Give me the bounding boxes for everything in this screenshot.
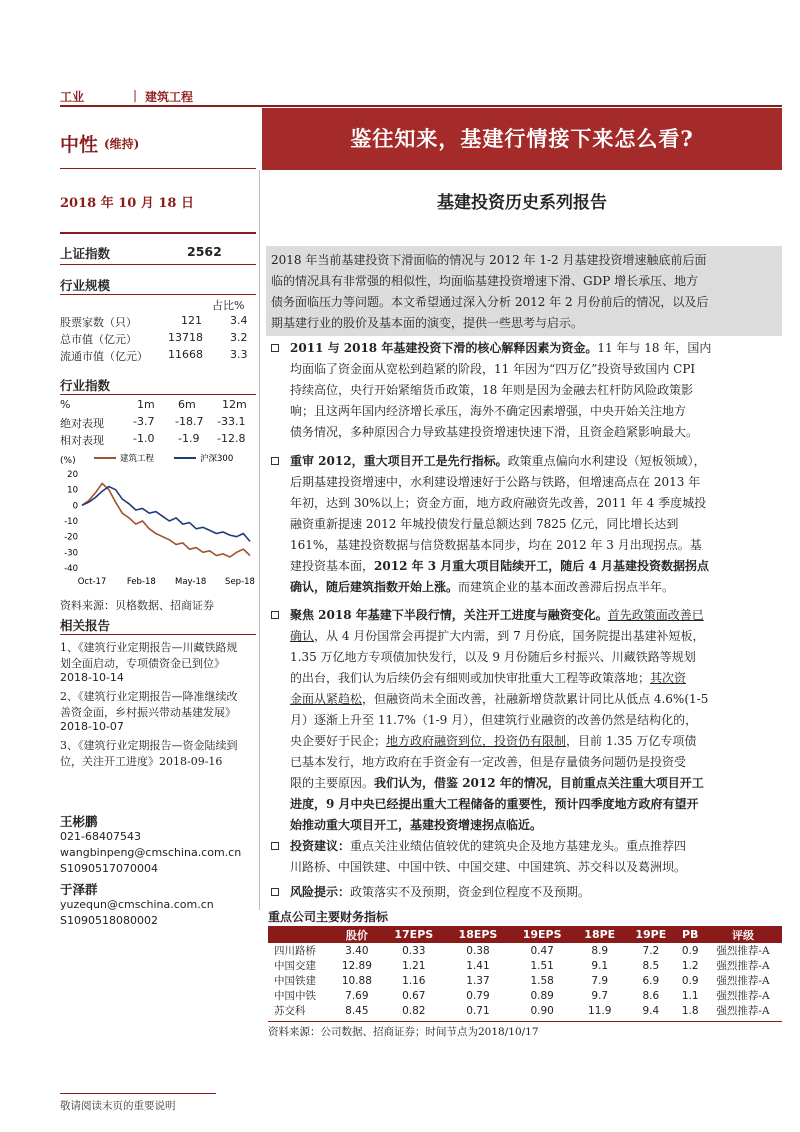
bullet-paragraph — [290, 339, 711, 356]
bullet-line: 响；且这两年国内经济增长承压，海外不确定因素增强，中央开始关注地方 — [290, 404, 687, 418]
bullet-underline: 地方政府融资到位，投资仍有限制 — [386, 734, 567, 748]
bullet-line: 川路桥、中国铁建、中国中铁、中国交建、中国建筑、苏交科以及葛洲坝。 — [290, 860, 687, 874]
report-subtitle: 基建投资历史系列报告 — [437, 193, 607, 213]
rating-note: (维持) — [104, 137, 140, 151]
table-cell: 1.8 — [681, 1004, 699, 1017]
bullet-line — [290, 578, 674, 595]
table-cell: 1.58 — [530, 974, 554, 987]
bullet-lead: 风险提示： — [290, 885, 351, 899]
financial-table — [268, 926, 782, 1018]
divider — [60, 394, 256, 395]
bullet-line — [290, 690, 708, 707]
bullet-text: ，但融资尚未全面改善，社融新增贷款累计同比从低点 4.6%(1-5 — [362, 692, 709, 706]
bullet-bold-text: 我们认为，借鉴 2012 年的情况，目前重点关注重大项目开工 — [374, 776, 704, 790]
table-cell: 12.89 — [341, 959, 372, 972]
table-cell: 7.9 — [591, 974, 609, 987]
scale-row-pct: 3.4 — [230, 314, 248, 327]
y-tick-label: -40 — [64, 564, 78, 574]
y-tick-label: 0 — [72, 501, 78, 512]
bullet-icon — [271, 842, 279, 850]
analyst-name: 于泽群 — [60, 882, 98, 897]
perf-row-6m: -1.9 — [178, 432, 200, 445]
perf-head: 6m — [178, 398, 196, 411]
bullet-line: 持续高位，央行开始紧缩货币政策，18 年则是因为金融去杠杆防风险政策影 — [290, 383, 694, 397]
table-cell: 强烈推荐-A — [716, 975, 770, 987]
table-cell: 0.9 — [681, 944, 699, 957]
table-cell: 强烈推荐-A — [716, 945, 770, 957]
table-cell: 强烈推荐-A — [716, 1005, 770, 1017]
table-cell: 1.37 — [466, 974, 490, 987]
column-divider — [259, 170, 260, 910]
table-header-cell: 18PE — [574, 926, 625, 943]
table-header-cell: 评级 — [704, 926, 782, 943]
x-tick-label: Feb-18 — [126, 577, 156, 587]
index-label: 上证指数 — [60, 246, 111, 261]
chart-source: 资料来源：贝格数据、招商证券 — [60, 599, 214, 612]
report-date: 2018 年 10 月 18 日 — [60, 196, 194, 211]
divider — [60, 264, 256, 265]
related-title: 相关报告 — [60, 618, 111, 633]
table-cell: 0.71 — [466, 1004, 490, 1017]
scale-row-value: 13718 — [168, 331, 203, 344]
bullet-line: 1.35 万亿地方专项债加快发行，以及 9 月份随后乡村振兴、川藏铁路等规划 — [290, 650, 696, 664]
x-tick-label: May-18 — [175, 577, 207, 587]
bullet-icon — [271, 888, 279, 896]
analyst-phone: 021-68407543 — [60, 830, 141, 843]
table-cell: 0.47 — [530, 944, 554, 957]
related-item-date: 2018-10-14 — [60, 671, 124, 684]
divider — [60, 232, 256, 234]
perf-row-name: 相对表现 — [60, 434, 104, 447]
bullet-lead: 重审 2012，重大项目开工是先行指标。 — [290, 454, 508, 468]
table-cell: 10.88 — [341, 974, 372, 987]
table-row — [268, 943, 782, 958]
table-cell: 1.51 — [530, 959, 554, 972]
scale-title: 行业规模 — [60, 278, 111, 293]
series-line-0 — [82, 483, 250, 557]
report-title: 鉴往知来，基建行情接下来怎么看? — [350, 126, 694, 151]
table-cell: 0.67 — [402, 989, 426, 1002]
scale-row-name: 股票家数（只） — [60, 316, 137, 329]
summary-line: 期基建行业的股价及基本面的演变，提供一些思考与启示。 — [271, 316, 584, 330]
related-item-line: 2、《建筑行业定期报告—降准继续改 — [60, 690, 238, 703]
analyst-name: 王彬鹏 — [60, 814, 98, 829]
table-cell: 0.33 — [402, 944, 426, 957]
header-separator: | — [133, 88, 138, 102]
scale-row-value: 121 — [181, 314, 202, 327]
table-cell: 1.41 — [466, 959, 490, 972]
bullet-line — [290, 557, 709, 574]
bullet-icon — [271, 457, 279, 465]
bullet-underline: 其次资 — [650, 671, 687, 685]
bullet-underline: 首先政策面改善已 — [607, 608, 704, 622]
industry-label: 工业 — [60, 90, 85, 104]
bullet-text: 而建筑企业的基本面改善滞后拐点半年。 — [458, 580, 675, 594]
bullet-text: 政策重点偏向水利建设（短板领域）， — [507, 454, 706, 468]
table-cell: 1.21 — [402, 959, 426, 972]
bullet-line: 后期基建投资增速中，水利建设增速好于公路与铁路，但增速高点在 2013 年 — [290, 475, 701, 489]
table-cell: 11.9 — [588, 1004, 612, 1017]
perf-head: 1m — [137, 398, 155, 411]
table-cell: 8.9 — [591, 944, 609, 957]
table-cell: 9.1 — [591, 959, 609, 972]
legend-label: 建筑工程 — [120, 454, 155, 464]
bullet-paragraph — [290, 452, 706, 469]
bullet-line: 融资重新提速 2012 年城投债发行量总额达到 7825 亿元，同比增长达到 — [290, 517, 679, 531]
perf-row-name: 绝对表现 — [60, 417, 104, 430]
bullet-text: 建投资基本面， — [290, 559, 375, 573]
table-cell: 中国交建 — [274, 960, 316, 972]
table-cell: 强烈推荐-A — [716, 960, 770, 972]
x-tick-label: Sep-18 — [225, 577, 255, 587]
summary-line: 债务面临压力等问题。本文希望通过深入分析 2012 年 2 月份前后的情况，以及后 — [271, 295, 709, 309]
table-header-row — [268, 926, 782, 943]
bullet-text: 限的主要原因。 — [290, 776, 375, 790]
analyst-cert: S1090517070004 — [60, 862, 158, 875]
analyst-email[interactable]: yuzequn@cmschina.com.cn — [60, 898, 214, 911]
table-header-cell: 19PE — [625, 926, 676, 943]
series-line-1 — [82, 487, 250, 542]
bullet-line: 月）逐渐上升至 11.7%（1-9 月），但建筑行业融资的改善仍然是结构化的， — [290, 713, 698, 727]
bullet-text: ，从 4 月份国常会再提扩大内需，到 7 月份底，国务院提出基建补短板， — [314, 629, 705, 643]
bullet-line — [290, 669, 686, 686]
bullet-line: 161%，基建投资数据与信贷数据基本同步，均在 2012 年 3 月出现拐点。基 — [290, 538, 702, 552]
perf-row-12m: -33.1 — [217, 415, 246, 428]
bullet-lead: 投资建议： — [290, 839, 351, 853]
scale-row-pct: 3.3 — [230, 348, 248, 361]
table-cell: 四川路桥 — [274, 945, 316, 957]
y-tick-label: 10 — [67, 485, 78, 496]
bullet-line — [290, 627, 705, 644]
related-item-line: 划全面启动，专项债资金已到位》 — [60, 657, 225, 670]
table-header-cell: 股价 — [332, 926, 382, 943]
table-bottom-rule — [268, 1021, 782, 1022]
bullet-line — [290, 774, 704, 791]
bullet-line: 年初，达到 30%以上；资金方面，地方政府融资先改善，2011 年 4 季度城投 — [290, 496, 707, 510]
bullet-text: 政策落实不及预期，资金到位程度不及预期。 — [350, 885, 591, 899]
y-tick-label: -10 — [64, 517, 78, 527]
table-cell: 1.16 — [402, 974, 426, 987]
related-item-line: 1、《建筑行业定期报告—川藏铁路规 — [60, 641, 238, 654]
bullet-lead: 聚焦 2018 年基建下半段行情，关注开工进度与融资变化。 — [290, 608, 608, 622]
table-cell: 7.69 — [345, 989, 369, 1002]
legend-label: 沪深300 — [200, 454, 234, 464]
related-item-line: 3、《建筑行业定期报告—资金陆续到 — [60, 739, 238, 752]
header-rule — [60, 105, 782, 107]
bullet-paragraph — [290, 837, 686, 854]
table-cell: 0.79 — [466, 989, 490, 1002]
scale-row-value: 11668 — [168, 348, 203, 361]
perf-row-1m: -1.0 — [133, 432, 155, 445]
summary-line: 临的情况具有非常强的相似性，均面临基建投资增速下滑、GDP 增长承压、地方 — [271, 274, 699, 288]
bullet-line: 进度，9 月中央已经提出重大工程储备的重要性，预计四季度地方政府有望开 — [290, 797, 699, 811]
table-row — [268, 958, 782, 973]
analyst-cert: S1090518080002 — [60, 914, 158, 927]
table-cell: 中国中铁 — [274, 990, 316, 1002]
bullet-bold-text: 确认，随后建筑指数开始上涨。 — [290, 580, 459, 594]
bullet-icon — [271, 344, 279, 352]
table-cell: 7.2 — [642, 944, 660, 957]
summary-line: 2018 年当前基建投资下滑面临的情况与 2012 年 1-2 月基建投资增速触底前后面 — [271, 253, 707, 267]
table-cell: 3.40 — [345, 944, 369, 957]
scale-row-pct: 3.2 — [230, 331, 248, 344]
bullet-line: 均面临了资金面从宽松到趋紧的阶段，11 年因为“四万亿”投资导致国内 CPI — [290, 362, 696, 376]
perf-row-6m: -18.7 — [175, 415, 204, 428]
related-item-date: 2018-10-07 — [60, 720, 124, 733]
table-cell: 0.38 — [466, 944, 490, 957]
perf-head: % — [60, 398, 71, 411]
table-source: 资料来源：公司数据、招商证券；时间节点为2018/10/17 — [268, 1026, 539, 1038]
table-cell: 0.89 — [530, 989, 554, 1002]
footer-note: 敬请阅读末页的重要说明 — [60, 1100, 176, 1112]
table-row — [268, 973, 782, 988]
sub-industry-label: 建筑工程 — [145, 90, 194, 104]
table-cell: 1.1 — [681, 989, 699, 1002]
bullet-paragraph — [290, 883, 590, 900]
table-cell: 8.6 — [642, 989, 660, 1002]
bullet-bold-text: 2012 年 3 月重大项目陆续开工，随后 4 月基建投资数据拐点 — [374, 559, 710, 573]
rating: 中性 — [60, 134, 99, 156]
table-cell: 强烈推荐-A — [716, 990, 770, 1002]
table-header-cell — [268, 926, 332, 943]
chart-unit: (%) — [60, 456, 76, 466]
table-cell: 9.4 — [642, 1004, 660, 1017]
index-value: 2562 — [187, 244, 222, 259]
y-tick-label: 20 — [67, 470, 78, 480]
table-cell: 0.82 — [402, 1004, 426, 1017]
related-item-line: 善资金面，乡村振兴带动基建发展》 — [60, 706, 236, 719]
analyst-email[interactable]: wangbinpeng@cmschina.com.cn — [60, 846, 242, 859]
y-tick-label: -20 — [64, 532, 78, 543]
index-chart — [56, 450, 256, 590]
table-title: 重点公司主要财务指标 — [268, 910, 389, 924]
perf-row-1m: -3.7 — [133, 415, 155, 428]
bullet-line — [290, 732, 696, 749]
table-header-cell: 17EPS — [382, 926, 446, 943]
table-cell: 0.90 — [530, 1004, 554, 1017]
bullet-text: 11 年与 18 年，国内 — [597, 341, 712, 355]
footer-rule — [60, 1093, 216, 1094]
bullet-text: 重点关注业绩估值较优的建筑央企及地方基建龙头。重点推荐四 — [350, 839, 687, 853]
scale-row-name: 流通市值（亿元） — [60, 350, 148, 363]
bullet-line: 债务情况，多种原因合力导致基建投资增速快速下滑，且资金趋紧影响最大。 — [290, 425, 699, 439]
table-cell: 0.9 — [681, 974, 699, 987]
scale-row-name: 总市值（亿元） — [60, 333, 137, 346]
table-cell: 8.5 — [642, 959, 660, 972]
bullet-underline: 确认 — [290, 629, 315, 643]
bullet-text: 央企要好于民企； — [290, 734, 387, 748]
table-cell: 8.45 — [345, 1004, 369, 1017]
x-tick-label: Oct-17 — [77, 577, 107, 587]
divider — [60, 634, 256, 635]
table-header-cell: 18EPS — [446, 926, 510, 943]
table-cell: 1.2 — [681, 959, 699, 972]
table-header-cell: PB — [676, 926, 704, 943]
perf-head: 12m — [222, 398, 247, 411]
related-item-line: 位，关注开工进度》2018-09-16 — [60, 755, 223, 768]
perf-title: 行业指数 — [60, 378, 111, 393]
table-cell: 6.9 — [642, 974, 660, 987]
bullet-paragraph — [290, 606, 704, 623]
divider — [60, 168, 256, 169]
bullet-text: 的出台，我们认为后续仍会有细则或加快审批重大工程等政策落地； — [290, 671, 651, 685]
bullet-lead: 2011 与 2018 年基建投资下滑的核心解释因素为资金。 — [290, 341, 598, 355]
table-row — [268, 988, 782, 1003]
table-cell: 中国铁建 — [274, 975, 316, 987]
bullet-text: ，目前 1.35 万亿专项债 — [566, 734, 697, 748]
scale-col-header: 占比% — [212, 299, 245, 312]
bullet-line: 已基本发行，地方政府在手资金有一定改善，但是存量债务问题仍是投资受 — [290, 755, 687, 769]
y-tick-label: -30 — [64, 548, 78, 559]
table-row — [268, 1003, 782, 1018]
bullet-icon — [271, 611, 279, 619]
perf-row-12m: -12.8 — [217, 432, 246, 445]
table-cell: 苏交科 — [274, 1005, 306, 1017]
table-cell: 9.7 — [591, 989, 609, 1002]
bullet-line: 始推动重大项目开工，基建投资增速拐点临近。 — [290, 818, 543, 832]
bullet-underline: 金面从紧趋松 — [290, 692, 363, 706]
divider — [60, 294, 256, 295]
table-header-cell: 19EPS — [510, 926, 574, 943]
